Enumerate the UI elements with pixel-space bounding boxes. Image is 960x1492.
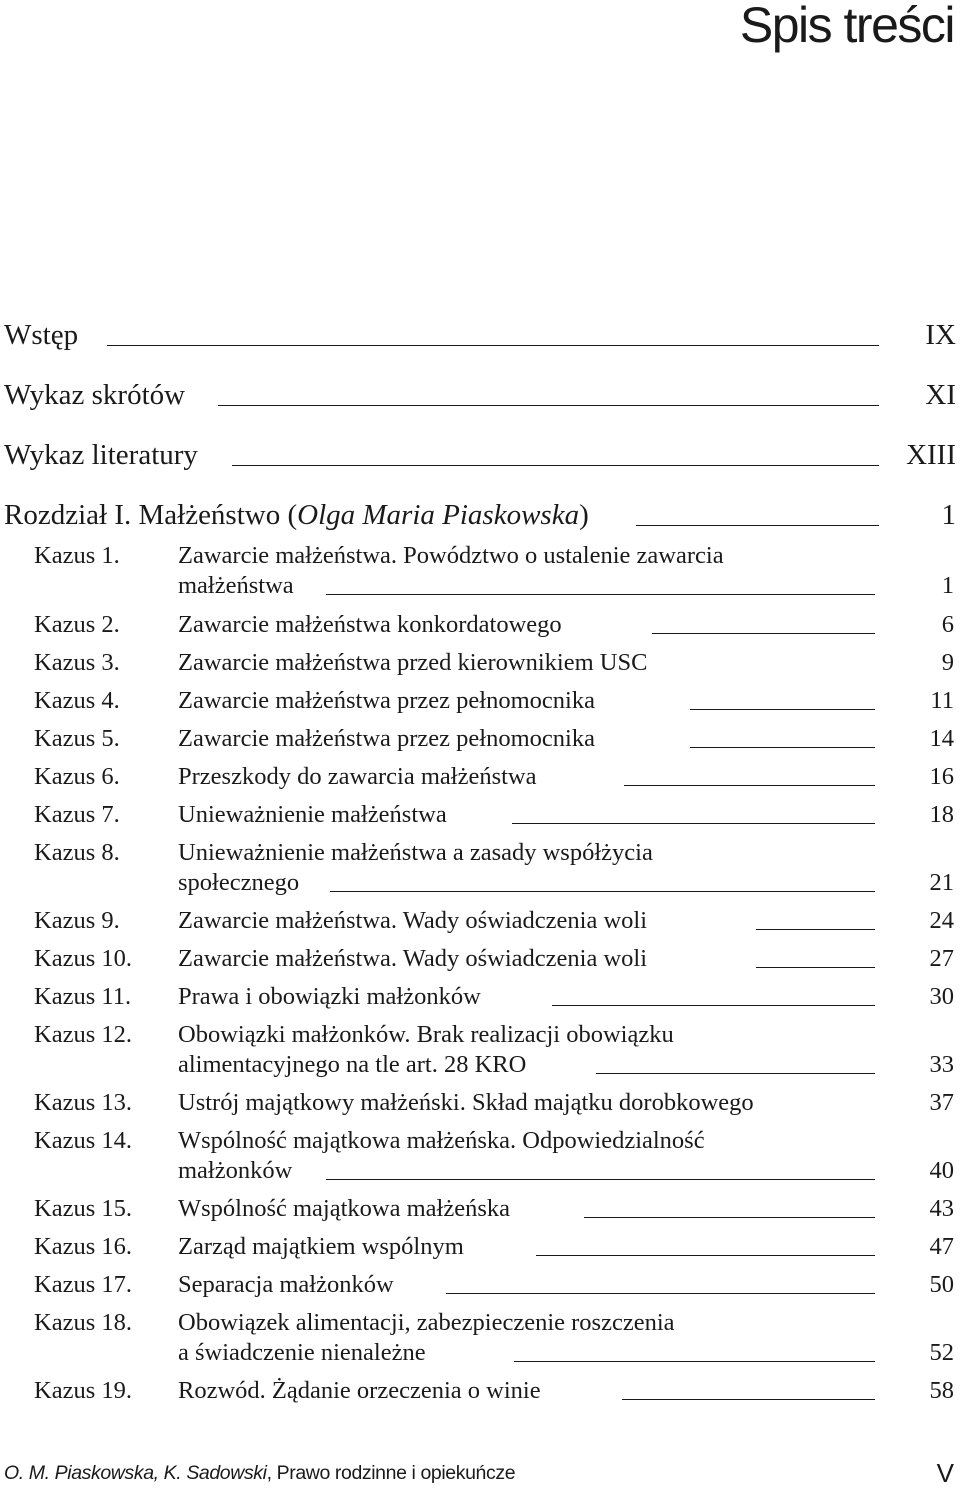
toc-entry-page: XIII bbox=[906, 439, 956, 471]
case-page: 1 bbox=[941, 572, 954, 599]
leader-line bbox=[326, 1179, 875, 1180]
toc-case-entry[interactable] bbox=[0, 944, 960, 974]
chapter-author: Olga Maria Piaskowska bbox=[297, 499, 580, 531]
leader-line bbox=[690, 747, 875, 748]
case-title-line: Prawa i obowiązki małżonków bbox=[178, 983, 481, 1010]
case-title-line: społecznego bbox=[178, 869, 300, 896]
case-number: Kazus 12. bbox=[34, 1021, 132, 1048]
chapter-label-suffix: ) bbox=[579, 499, 589, 531]
case-number: Kazus 1. bbox=[34, 542, 120, 569]
case-title-line: małżonków bbox=[178, 1157, 293, 1184]
case-title-line: Obowiązek alimentacji, zabezpieczenie roszczenia bbox=[178, 1309, 675, 1336]
toc-entry-label: Wykaz skrótów bbox=[4, 379, 186, 411]
leader-line bbox=[636, 525, 879, 526]
case-title-line: a świadczenie nienależne bbox=[178, 1339, 426, 1366]
case-number: Kazus 3. bbox=[34, 649, 120, 676]
case-title bbox=[178, 1308, 878, 1368]
toc-case-entry[interactable] bbox=[0, 906, 960, 936]
leader-line bbox=[552, 1005, 875, 1006]
case-title-line: alimentacyjnego na tle art. 28 KRO bbox=[178, 1051, 527, 1078]
case-number: Kazus 16. bbox=[34, 1233, 132, 1260]
toc-case-entry[interactable] bbox=[0, 610, 960, 640]
leader-line bbox=[446, 1293, 875, 1294]
toc-case-entry[interactable] bbox=[0, 724, 960, 754]
toc-case-entry[interactable] bbox=[0, 1270, 960, 1300]
footer-page-number: V bbox=[936, 1458, 954, 1488]
toc-entry-page: IX bbox=[925, 319, 956, 351]
case-page: 21 bbox=[929, 869, 954, 896]
case-number: Kazus 2. bbox=[34, 611, 120, 638]
case-page: 30 bbox=[929, 983, 954, 1010]
leader-line bbox=[584, 1217, 875, 1218]
case-title bbox=[178, 906, 878, 936]
case-title-line: Zawarcie małżeństwa przez pełnomocnika bbox=[178, 725, 595, 752]
toc-entry-chapter[interactable] bbox=[4, 494, 956, 530]
case-number: Kazus 13. bbox=[34, 1089, 132, 1116]
toc-case-entry[interactable] bbox=[0, 648, 960, 678]
toc-case-entry[interactable] bbox=[0, 800, 960, 830]
case-title bbox=[178, 982, 878, 1012]
case-title bbox=[178, 686, 878, 716]
case-number: Kazus 8. bbox=[34, 839, 120, 866]
case-title-line: Przeszkody do zawarcia małżeństwa bbox=[178, 763, 537, 790]
case-number: Kazus 14. bbox=[34, 1127, 132, 1154]
case-title bbox=[178, 648, 878, 678]
case-number: Kazus 6. bbox=[34, 763, 120, 790]
leader-line bbox=[690, 709, 875, 710]
case-title-line: Zawarcie małżeństwa. Wady oświadczenia woli bbox=[178, 945, 648, 972]
case-title-line: Unieważnienie małżeństwa a zasady współżycia bbox=[178, 839, 653, 866]
case-title bbox=[178, 724, 878, 754]
case-title-line: Rozwód. Żądanie orzeczenia o winie bbox=[178, 1377, 541, 1404]
toc-entry-front-0[interactable] bbox=[4, 314, 956, 350]
toc-case-entry[interactable] bbox=[0, 838, 960, 898]
case-number: Kazus 19. bbox=[34, 1377, 132, 1404]
case-title bbox=[178, 1126, 878, 1186]
case-number: Kazus 17. bbox=[34, 1271, 132, 1298]
case-number: Kazus 7. bbox=[34, 801, 120, 828]
toc-case-entry[interactable] bbox=[0, 1088, 960, 1118]
case-number: Kazus 5. bbox=[34, 725, 120, 752]
case-title-line: Ustrój majątkowy małżeński. Skład majątku dorobkowego bbox=[178, 1089, 754, 1116]
case-title-line: małżeństwa bbox=[178, 572, 294, 599]
case-title bbox=[178, 1270, 878, 1300]
case-page: 14 bbox=[929, 725, 954, 752]
leader-line bbox=[756, 967, 875, 968]
case-title bbox=[178, 762, 878, 792]
toc-entry-front-1[interactable] bbox=[4, 374, 956, 410]
case-title bbox=[178, 800, 878, 830]
case-number: Kazus 11. bbox=[34, 983, 132, 1010]
case-number: Kazus 10. bbox=[34, 945, 132, 972]
case-page: 27 bbox=[929, 945, 954, 972]
case-title-line: Zawarcie małżeństwa przez pełnomocnika bbox=[178, 687, 595, 714]
chapter-label-prefix: Rozdział I. Małżeństwo ( bbox=[4, 499, 298, 531]
case-number: Kazus 15. bbox=[34, 1195, 132, 1222]
toc-entry-page: XI bbox=[925, 379, 956, 411]
toc-case-entry[interactable] bbox=[0, 1376, 960, 1406]
toc-case-entry[interactable] bbox=[0, 686, 960, 716]
leader-line bbox=[652, 633, 875, 634]
case-title bbox=[178, 1020, 878, 1080]
toc-entry-label: Wykaz literatury bbox=[4, 439, 198, 471]
case-number: Kazus 9. bbox=[34, 907, 120, 934]
case-title-line: Wspólność majątkowa małżeńska bbox=[178, 1195, 511, 1222]
case-title bbox=[178, 1088, 878, 1118]
case-page: 58 bbox=[929, 1377, 954, 1404]
toc-case-entry[interactable] bbox=[0, 1126, 960, 1186]
toc-entry-page: 1 bbox=[941, 499, 956, 531]
toc-entry-label bbox=[4, 501, 589, 530]
leader-line bbox=[624, 785, 875, 786]
toc-case-entry[interactable] bbox=[0, 1232, 960, 1262]
case-page: 40 bbox=[929, 1157, 954, 1184]
leader-line bbox=[596, 1073, 875, 1074]
case-page: 18 bbox=[929, 801, 954, 828]
leader-line bbox=[622, 1399, 875, 1400]
toc-case-entry[interactable] bbox=[0, 762, 960, 792]
case-title-line: Zawarcie małżeństwa. Powództwo o ustalenie zawarcia bbox=[178, 542, 724, 569]
leader-line bbox=[536, 1255, 875, 1256]
case-page: 37 bbox=[929, 1089, 954, 1116]
leader-line bbox=[330, 891, 875, 892]
case-title-line: Wspólność majątkowa małżeńska. Odpowiedzialność bbox=[178, 1127, 705, 1154]
case-title bbox=[178, 541, 878, 601]
case-title-line: Zawarcie małżeństwa konkordatowego bbox=[178, 611, 562, 638]
page-title: Spis treści bbox=[739, 0, 954, 53]
case-title-line: Zarząd majątkiem wspólnym bbox=[178, 1233, 464, 1260]
leader-line bbox=[107, 345, 879, 346]
case-page: 33 bbox=[929, 1051, 954, 1078]
case-page: 16 bbox=[929, 763, 954, 790]
case-title bbox=[178, 1232, 878, 1262]
footer-separator: , bbox=[266, 1462, 277, 1484]
toc-case-entry[interactable] bbox=[0, 1308, 960, 1368]
case-title-line: Obowiązki małżonków. Brak realizacji obowiązku bbox=[178, 1021, 674, 1048]
leader-line bbox=[756, 929, 875, 930]
case-page: 52 bbox=[929, 1339, 954, 1366]
footer-authors: O. M. Piaskowska, K. Sadowski bbox=[4, 1462, 267, 1484]
toc-case-entry[interactable] bbox=[0, 1020, 960, 1080]
case-title bbox=[178, 838, 878, 898]
case-title-line: Unieważnienie małżeństwa bbox=[178, 801, 447, 828]
toc-entry-front-2[interactable] bbox=[4, 434, 956, 470]
case-title bbox=[178, 1376, 878, 1406]
leader-line bbox=[232, 465, 879, 466]
footer-book-title: Prawo rodzinne i opiekuńcze bbox=[276, 1462, 516, 1484]
case-title bbox=[178, 944, 878, 974]
case-title bbox=[178, 610, 878, 640]
leader-line bbox=[514, 1361, 875, 1362]
case-title-line: Zawarcie małżeństwa przed kierownikiem USC bbox=[178, 649, 648, 676]
toc-case-entry[interactable] bbox=[0, 541, 960, 601]
case-title-line: Separacja małżonków bbox=[178, 1271, 394, 1298]
case-page: 47 bbox=[929, 1233, 954, 1260]
case-title bbox=[178, 1194, 878, 1224]
toc-case-entry[interactable] bbox=[0, 1194, 960, 1224]
toc-entry-label: Wstęp bbox=[4, 319, 79, 351]
case-title-line: Zawarcie małżeństwa. Wady oświadczenia woli bbox=[178, 907, 648, 934]
case-page: 24 bbox=[929, 907, 954, 934]
case-number: Kazus 4. bbox=[34, 687, 120, 714]
case-page: 50 bbox=[929, 1271, 954, 1298]
toc-case-entry[interactable] bbox=[0, 982, 960, 1012]
case-number: Kazus 18. bbox=[34, 1309, 132, 1336]
leader-line bbox=[326, 594, 875, 595]
case-page: 43 bbox=[929, 1195, 954, 1222]
case-page: 6 bbox=[941, 611, 954, 638]
case-page: 9 bbox=[941, 649, 954, 676]
leader-line bbox=[512, 823, 875, 824]
leader-line bbox=[218, 405, 879, 406]
case-page: 11 bbox=[930, 687, 954, 714]
footer-credit bbox=[4, 1462, 515, 1485]
